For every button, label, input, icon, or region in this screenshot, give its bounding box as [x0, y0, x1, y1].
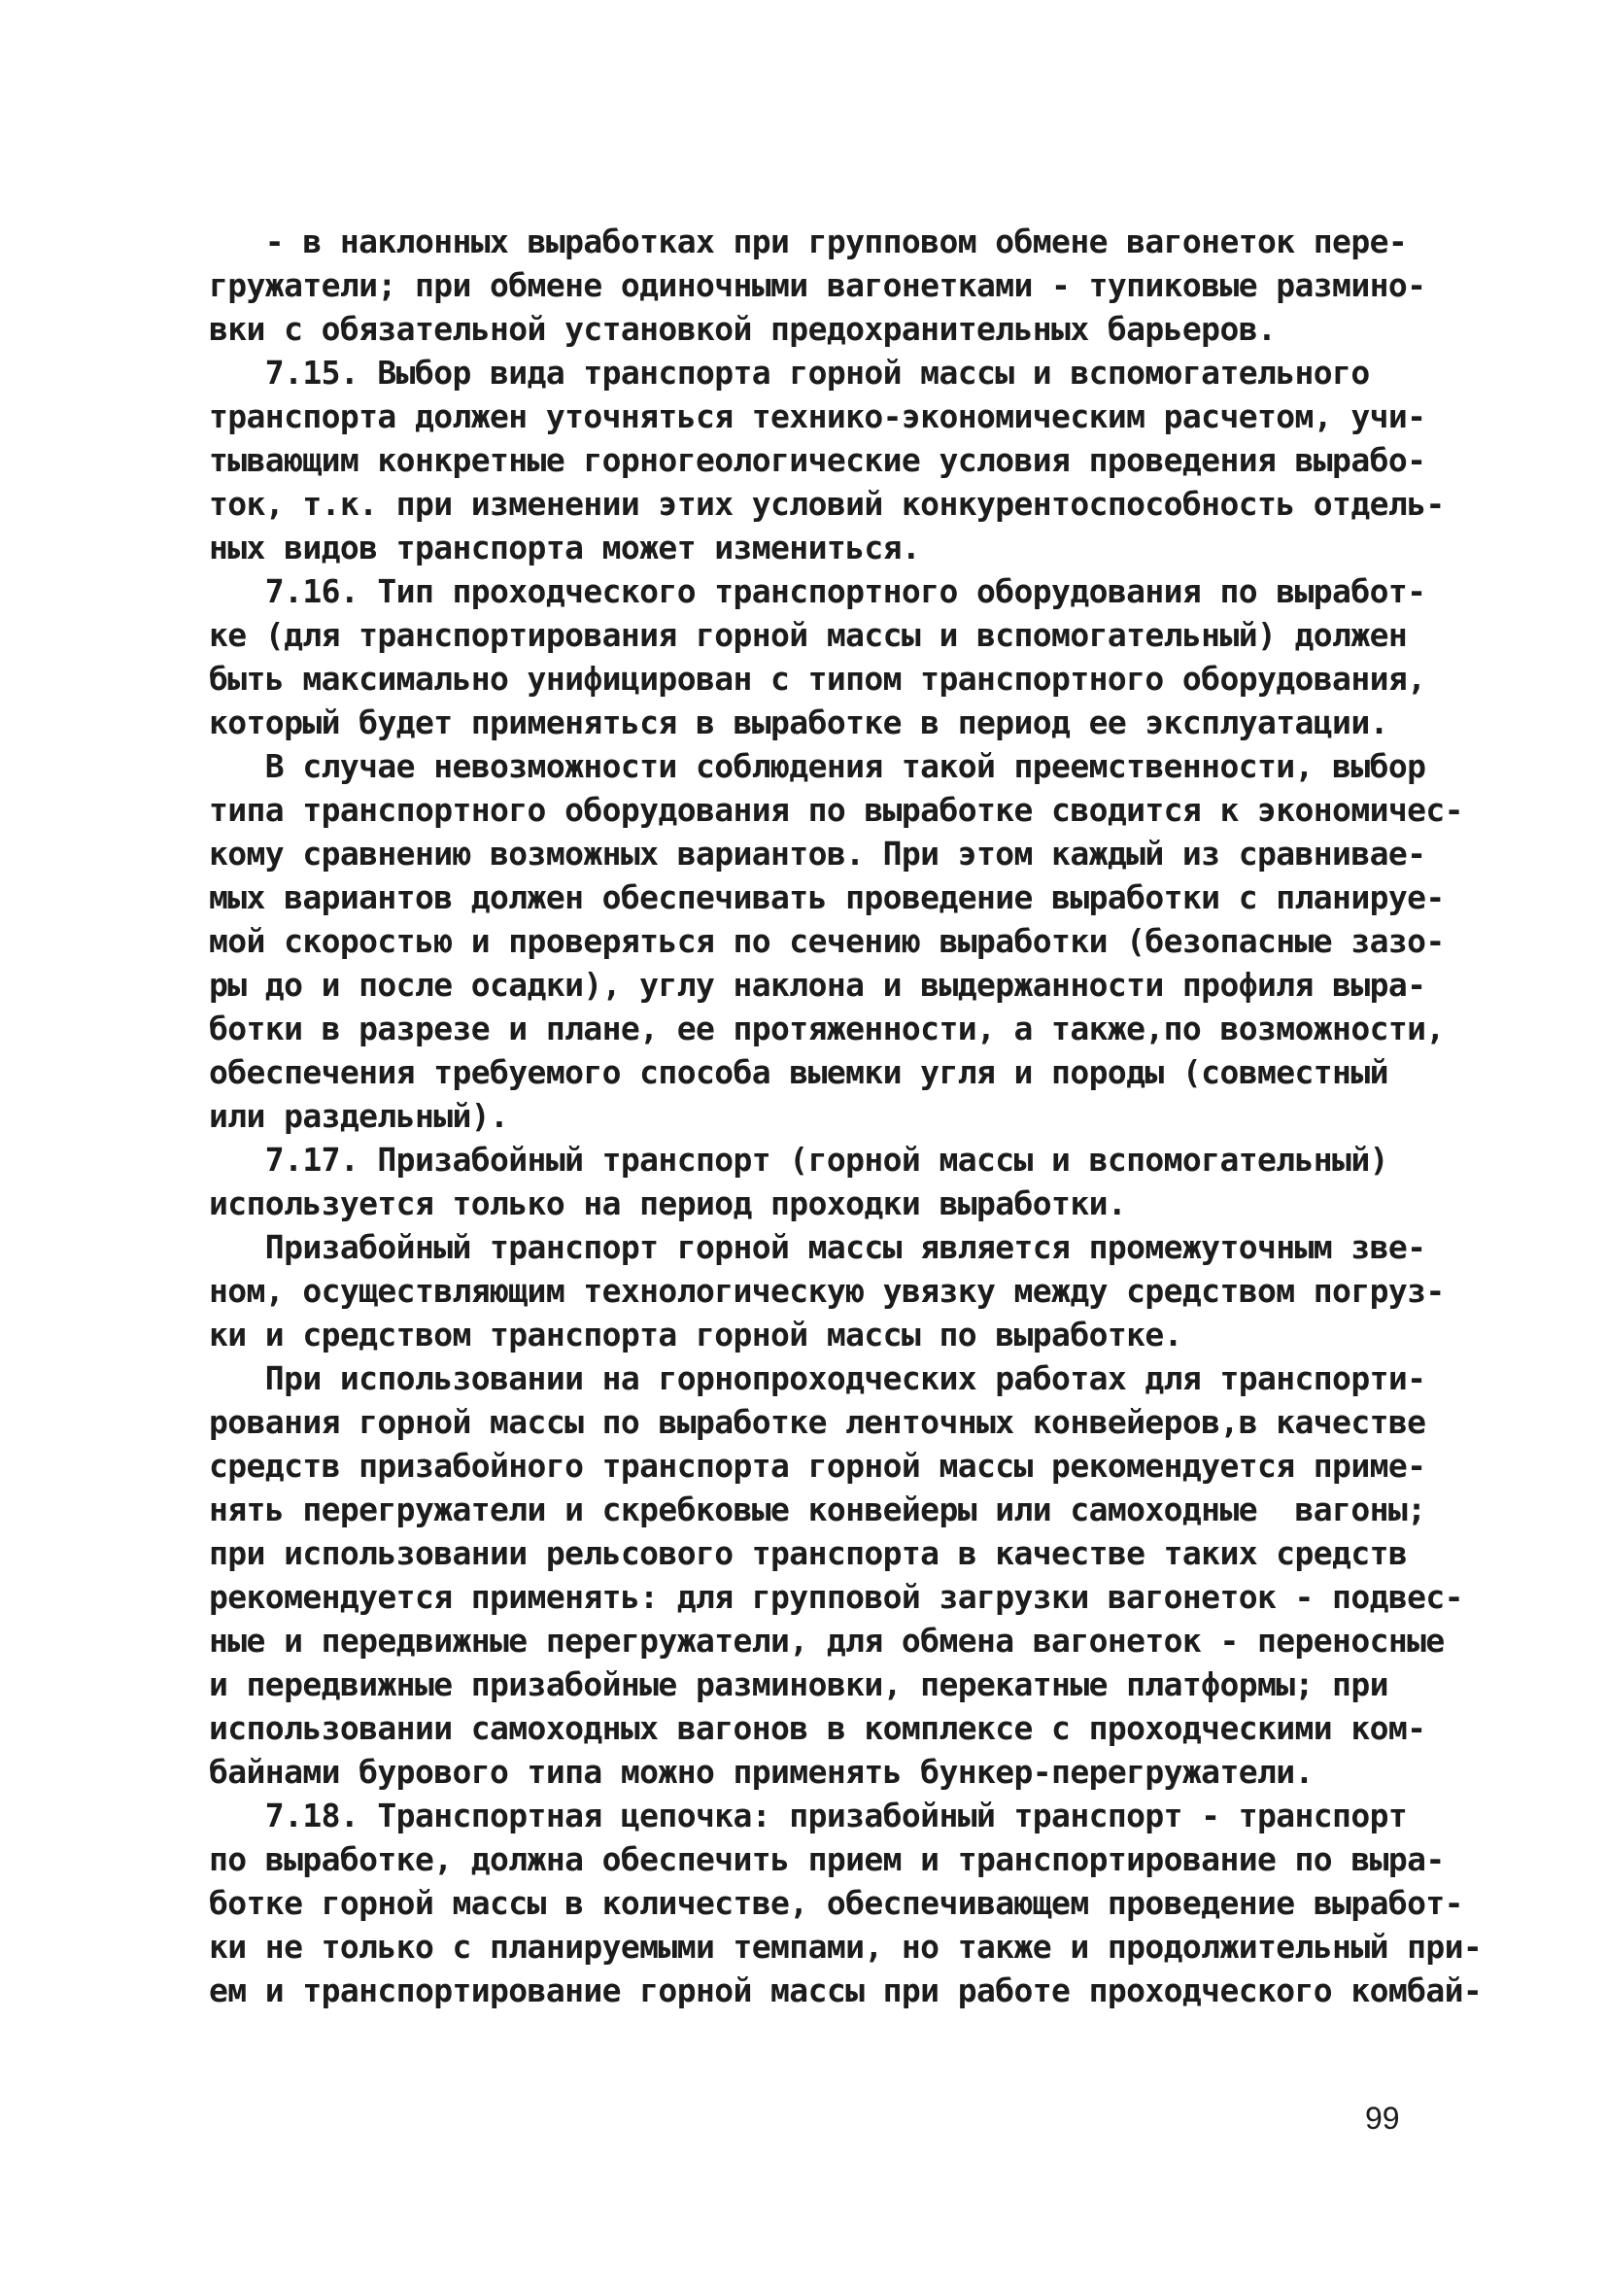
text-line: ные и передвижные перегружатели, для обмена вагонеток - переносные	[209, 1622, 1445, 1660]
text-line: ры до и после осадки), углу наклона и выдержанности профиля выра-	[209, 966, 1426, 1004]
text-line: ном, осуществляющим технологическую увязку между средством погруз-	[209, 1272, 1445, 1310]
text-line: обеспечения требуемого способа выемки угля и породы (совместный	[209, 1053, 1388, 1091]
text-line: который будет применяться в выработке в период ее эксплуатации.	[209, 703, 1388, 741]
text-line: 7.16. Тип проходческого транспортного оборудования по выработ-	[209, 572, 1426, 610]
paragraph-p1	[209, 220, 1426, 351]
text-line: При использовании на горнопроходческих работах для транспорти-	[209, 1359, 1426, 1397]
text-line: и передвижные призабойные разминовки, перекатные платформы; при	[209, 1665, 1388, 1703]
paragraph-p7	[209, 1356, 1463, 1794]
text-line: ботки в разрезе и плане, ее протяженности, а также,по возможности,	[209, 1010, 1445, 1047]
page-number: 99	[1365, 2101, 1400, 2136]
text-line: тывающим конкретные горногеологические условия проведения вырабо-	[209, 441, 1426, 479]
text-line: байнами бурового типа можно применять бункер-перегружатели.	[209, 1753, 1314, 1791]
text-line: ки не только с планируемыми темпами, но также и продолжительный при-	[209, 1928, 1483, 1966]
text-line: средств призабойного транспорта горной массы рекомендуется приме-	[209, 1447, 1426, 1485]
text-line: ных видов транспорта может измениться.	[209, 529, 921, 566]
text-line: кому сравнению возможных вариантов. При этом каждый из сравнивае-	[209, 835, 1426, 873]
text-line: ботке горной массы в количестве, обеспечивающем проведение выработ-	[209, 1884, 1463, 1922]
paragraph-p3	[209, 569, 1426, 744]
text-line: 7.18. Транспортная цепочка: призабойный транспорт - транспорт	[209, 1797, 1408, 1834]
text-line: вки с обязательной установкой предохранительных барьеров.	[209, 310, 1277, 348]
text-line: 7.17. Призабойный транспорт (горной массы и вспомогательный)	[209, 1141, 1388, 1179]
text-line: типа транспортного оборудования по выработке сводится к экономичес-	[209, 791, 1463, 829]
text-line: ки и средством транспорта горной массы по выработке.	[209, 1316, 1182, 1354]
text-line: мых вариантов должен обеспечивать проведение выработки с планируе-	[209, 878, 1445, 916]
text-line: используется только на период проходки выработки.	[209, 1184, 1127, 1222]
text-line: ток, т.к. при изменении этих условий конкурентоспособность отдель-	[209, 485, 1445, 523]
text-line: транспорта должен уточняться технико-экономическим расчетом, учи-	[209, 397, 1426, 435]
text-line: рования горной массы по выработке ленточных конвейеров,в качестве	[209, 1403, 1426, 1441]
paragraph-p4	[209, 744, 1463, 1138]
paragraph-p8	[209, 1794, 1483, 2012]
text-line: по выработке, должна обеспечить прием и транспортирование по выра-	[209, 1840, 1445, 1878]
text-line: 7.15. Выбор вида транспорта горной массы и вспомогательного	[209, 354, 1370, 392]
paragraph-p5	[209, 1138, 1414, 1225]
paragraph-p6	[209, 1225, 1445, 1356]
text-line: нять перегружатели и скребковые конвейеры или самоходные вагоны;	[209, 1491, 1426, 1528]
text-line: В случае невозможности соблюдения такой преемственности, выбор	[209, 747, 1426, 785]
text-line: рекомендуется применять: для групповой загрузки вагонеток - подвес-	[209, 1578, 1463, 1616]
text-line: мой скоростью и проверяться по сечению выработки (безопасные зазо-	[209, 922, 1445, 960]
body-text	[209, 220, 1483, 2012]
text-line: или раздельный).	[209, 1097, 509, 1135]
text-line: при использовании рельсового транспорта в качестве таких средств	[209, 1534, 1408, 1572]
paragraph-p2	[209, 351, 1445, 569]
text-line: быть максимально унифицирован с типом транспортного оборудования,	[209, 660, 1426, 698]
text-line: использовании самоходных вагонов в комплексе с проходческими ком-	[209, 1709, 1426, 1747]
text-line: гружатели; при обмене одиночными вагонетками - тупиковые размино-	[209, 266, 1426, 304]
text-line: ем и транспортирование горной массы при работе проходческого комбай-	[209, 1971, 1483, 2009]
text-line: - в наклонных выработках при групповом обмене вагонеток пере-	[209, 223, 1408, 260]
text-line: ке (для транспортирования горной массы и вспомогательный) должен	[209, 616, 1408, 654]
text-line: Призабойный транспорт горной массы является промежуточным зве-	[209, 1228, 1426, 1266]
